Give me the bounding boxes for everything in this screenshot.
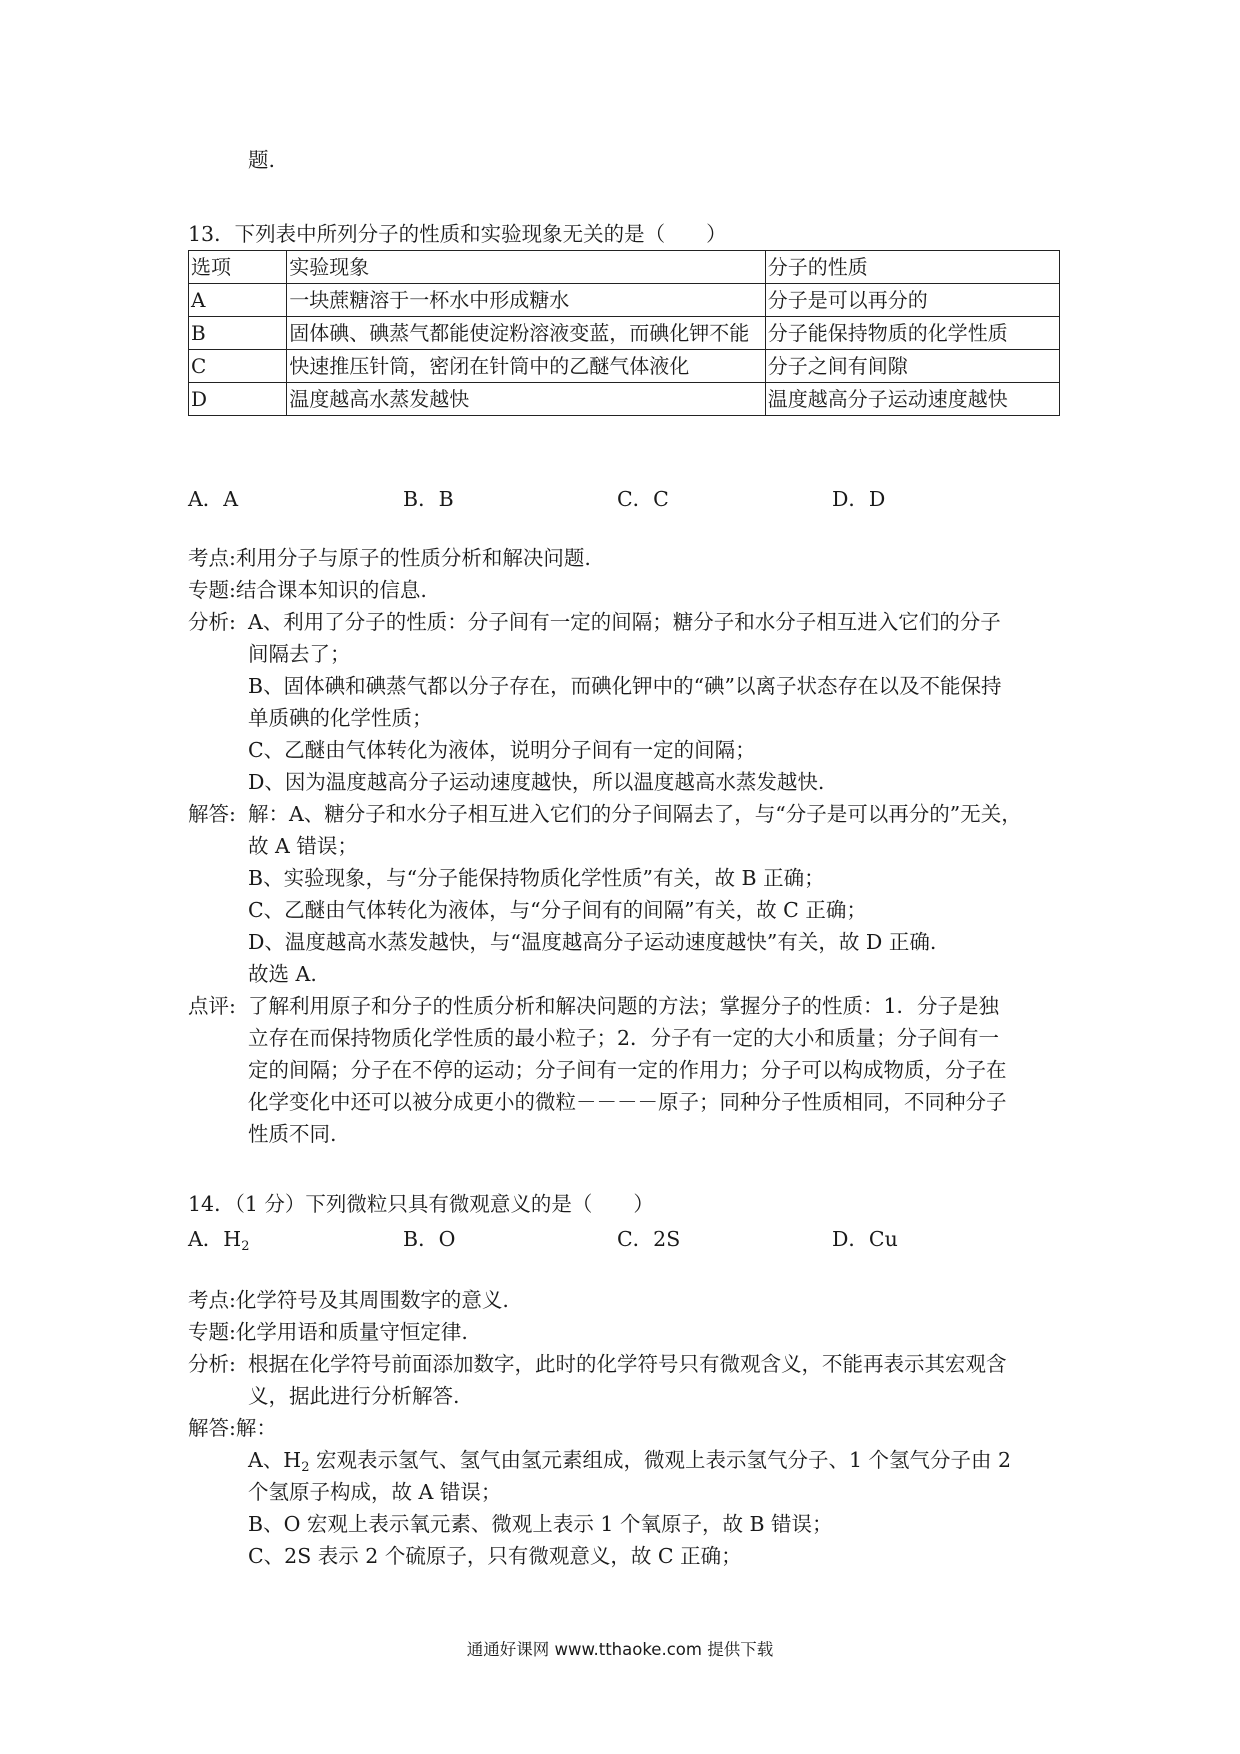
q14-option-a [188, 1222, 249, 1254]
zhuanti-text: 化学用语和质量守恒定律. [235, 1320, 468, 1344]
previous-text-tail: 题. [248, 148, 276, 172]
kaodian-text: 化学符号及其周围数字的意义. [235, 1288, 509, 1312]
q14-jieda-line: B、O 宏观上表示氧元素、微观上表示 1 个氧原子，故 B 错误； [248, 1512, 833, 1536]
table-cell: 分子能保持物质的化学性质 [765, 317, 1059, 350]
q13-option-c: C．C [617, 487, 669, 511]
jieda-head: 解： [235, 1416, 277, 1440]
kaodian-text: 利用分子与原子的性质分析和解决问题. [235, 546, 591, 570]
q14-jieda [188, 1414, 277, 1442]
table-cell: 快速推压针筒，密闭在针筒中的乙醚气体液化 [287, 350, 766, 383]
q14-kaodian [188, 1286, 509, 1314]
q14-fenxi-line: 根据在化学符号前面添加数字，此时的化学符号只有微观含义，不能再表示其宏观含 [248, 1352, 1007, 1376]
q14-option-a-text: A．H [188, 1227, 242, 1251]
table-header-cell: 实验现象 [287, 251, 766, 284]
table-header-cell: 分子的性质 [765, 251, 1059, 284]
table-cell: A [189, 284, 287, 317]
zhuanti-text: 结合课本知识的信息. [235, 578, 427, 602]
q13-dianping-line: 化学变化中还可以被分成更小的微粒－－－－原子；同种分子性质相同，不同种分子 [248, 1090, 1007, 1114]
zhuanti-label: 专题: [188, 578, 236, 602]
q13-zhuanti [188, 576, 427, 604]
q13-fenxi-line: C、乙醚由气体转化为液体，说明分子间有一定的间隔； [248, 738, 756, 762]
q13-dianping-line: 定的间隔；分子在不停的运动；分子间有一定的作用力；分子可以构成物质，分子在 [248, 1058, 1007, 1082]
q13-fenxi-line: 单质碘的化学性质； [248, 706, 433, 730]
q14-jieda-line: C、2S 表示 2 个硫原子，只有微观意义，故 C 正确； [248, 1544, 742, 1568]
table-cell: D [189, 383, 287, 416]
q13-option-b: B．B [403, 487, 454, 511]
q13-kaodian [188, 544, 591, 572]
zhuanti-label: 专题: [188, 1320, 236, 1344]
jieda-a-rest: 宏观表示氢气、氢气由氢元素组成，微观上表示氢气分子、1 个氢气分子由 2 [309, 1448, 1012, 1472]
kaodian-label: 考点: [188, 1288, 236, 1312]
q13-dianping-line: 立存在而保持物质化学性质的最小粒子；2．分子有一定的大小和质量；分子间有一 [248, 1026, 1000, 1050]
q14-option-d: D．Cu [832, 1227, 898, 1251]
table-cell: C [189, 350, 287, 383]
table-cell: 分子之间有间隙 [765, 350, 1059, 383]
q13-fenxi-line: A、利用了分子的性质：分子间有一定的间隔；糖分子和水分子相互进入它们的分子 [248, 610, 1001, 634]
table-cell: 一块蔗糖溶于一杯水中形成糖水 [287, 284, 766, 317]
q14-stem: 14．（1 分）下列微粒只具有微观意义的是（ ） [188, 1192, 654, 1216]
table-cell: B [189, 317, 287, 350]
jieda-a-subscript: 2 [301, 1460, 310, 1475]
q14-option-b: B．O [403, 1227, 456, 1251]
q14-jieda-line: 个氢原子构成，故 A 错误； [248, 1480, 502, 1504]
q13-jieda-line: B、实验现象，与“分子能保持物质化学性质”有关，故 B 正确； [248, 866, 825, 890]
q13-fenxi-line: D、因为温度越高分子运动速度越快，所以温度越高水蒸发越快. [248, 770, 825, 794]
jieda-a-text: A、H [248, 1448, 302, 1472]
table-cell: 固体碘、碘蒸气都能使淀粉溶液变蓝，而碘化钾不能 [287, 317, 766, 350]
q14-zhuanti [188, 1318, 468, 1346]
fenxi-label: 分析: [188, 1352, 236, 1376]
q13-table [188, 250, 1060, 416]
table-cell: 分子是可以再分的 [765, 284, 1059, 317]
q13-jieda-line: 解：A、糖分子和水分子相互进入它们的分子间隔去了，与“分子是可以再分的”无关， [248, 802, 1022, 826]
table-header-cell: 选项 [189, 251, 287, 284]
table-header-row [189, 251, 1060, 284]
jieda-label: 解答: [188, 1416, 236, 1440]
table-row [189, 284, 1060, 317]
q13-fenxi-line: 间隔去了； [248, 642, 351, 666]
jieda-label: 解答: [188, 802, 236, 826]
kaodian-label: 考点: [188, 546, 236, 570]
table-row [189, 350, 1060, 383]
q14-jieda-line [248, 1446, 1011, 1482]
q13-jieda-line: C、乙醚由气体转化为液体，与“分子间有的间隔”有关，故 C 正确； [248, 898, 867, 922]
q13-option-a: A．A [188, 487, 239, 511]
q13-dianping-line: 性质不同. [248, 1122, 337, 1146]
q13-jieda-line: D、温度越高水蒸发越快，与“温度越高分子运动速度越快”有关，故 D 正确. [248, 930, 937, 954]
q14-option-a-subscript: 2 [241, 1239, 250, 1254]
page-footer: 通通好课网 www.tthaoke.com 提供下载 [466, 1640, 774, 1659]
q13-jieda-line: 故选 A. [248, 962, 317, 986]
q13-fenxi-line: B、固体碘和碘蒸气都以分子存在，而碘化钾中的“碘”以离子状态存在以及不能保持 [248, 674, 1002, 698]
table-row [189, 383, 1060, 416]
q13-dianping-line: 了解利用原子和分子的性质分析和解决问题的方法；掌握分子的性质：1．分子是独 [248, 994, 1000, 1018]
q13-stem: 13．下列表中所列分子的性质和实验现象无关的是（ ） [188, 222, 727, 246]
table-cell: 温度越高水蒸发越快 [287, 383, 766, 416]
q13-option-d: D．D [832, 487, 886, 511]
q14-fenxi-line: 义，据此进行分析解答. [248, 1384, 460, 1408]
q13-jieda-line: 故 A 错误； [248, 834, 358, 858]
fenxi-label: 分析: [188, 610, 236, 634]
dianping-label: 点评: [188, 994, 236, 1018]
table-cell: 温度越高分子运动速度越快 [765, 383, 1059, 416]
table-row [189, 317, 1060, 350]
q14-option-c: C．2S [617, 1227, 681, 1251]
